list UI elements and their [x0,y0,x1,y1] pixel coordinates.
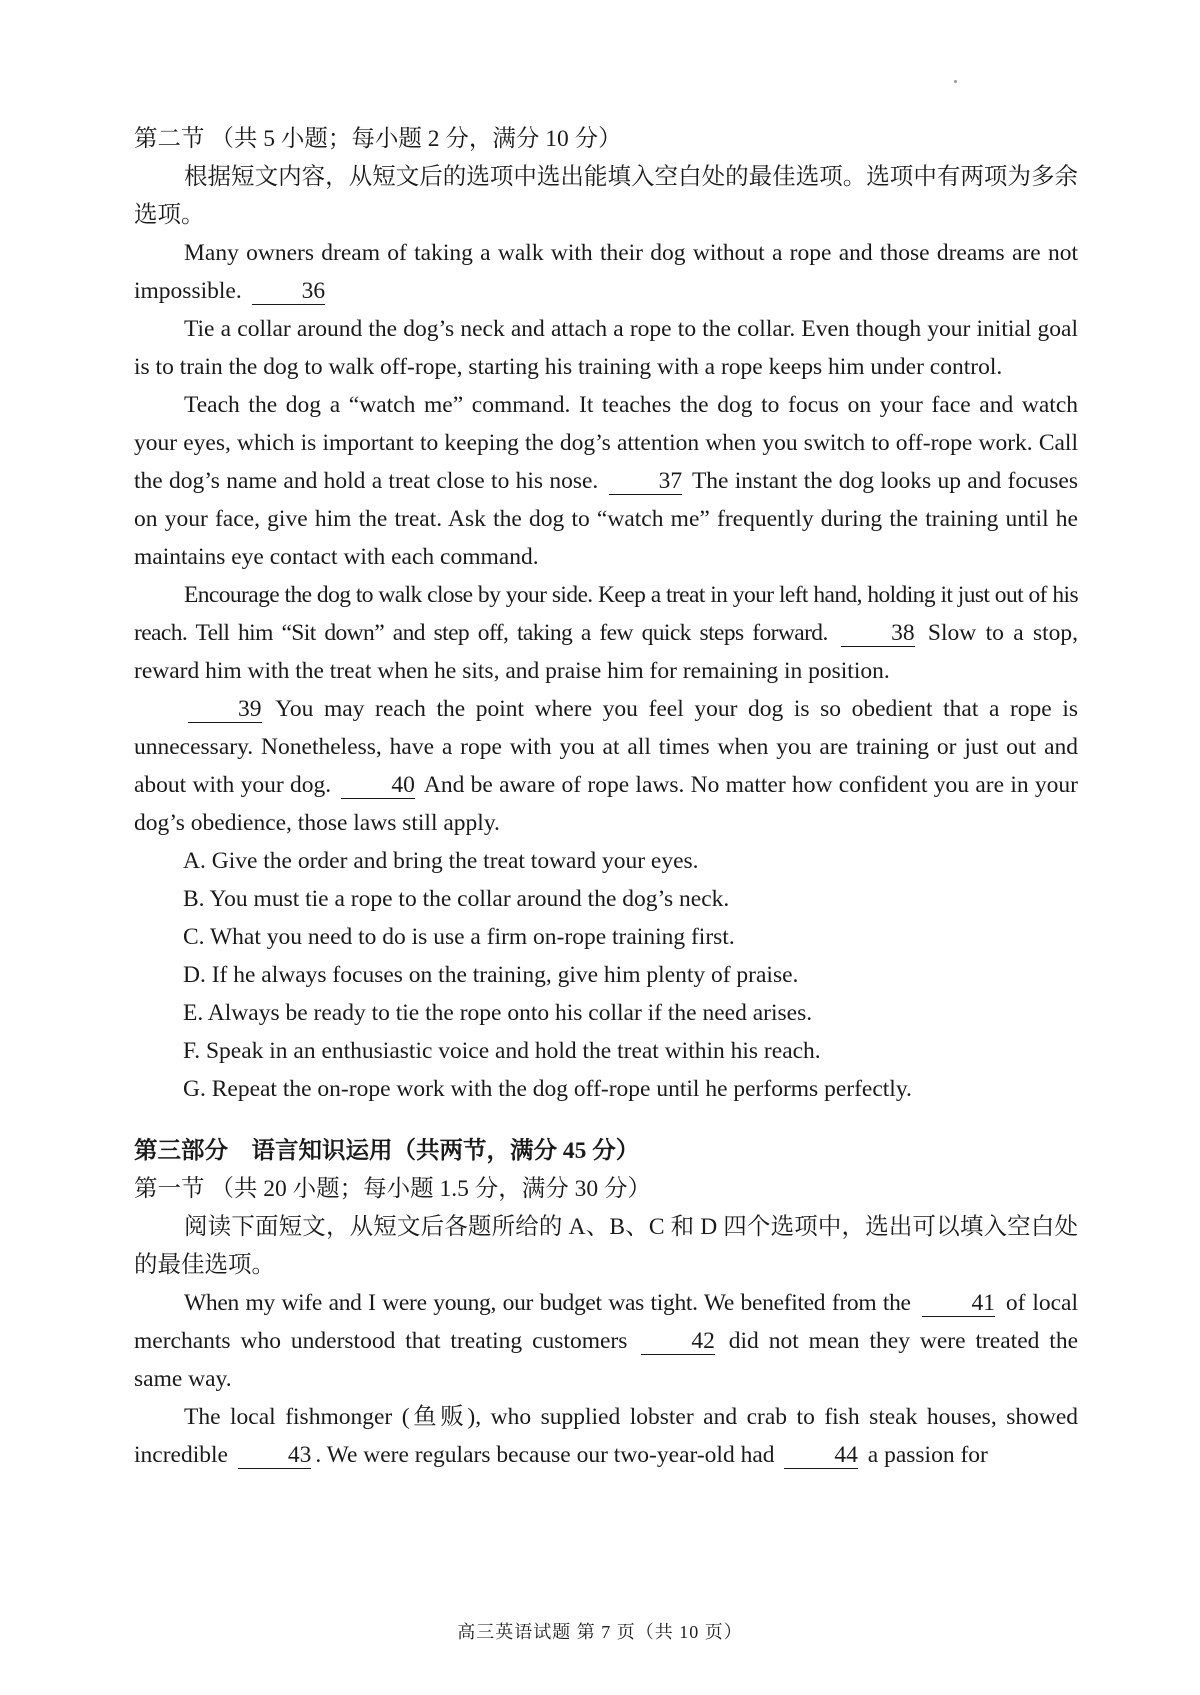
passage-paragraph-3 [134,386,1078,576]
paragraph-text: . We were regulars because our two-year-old had [315,1442,775,1468]
blank-41[interactable]: 41 [922,1290,996,1317]
section-spacer [134,1108,1078,1132]
blank-43[interactable]: 43 [238,1442,312,1469]
option-g[interactable]: G. Repeat the on-rope work with the dog off-rope until he performs perfectly. [183,1076,912,1102]
paragraph-text: The local fishmonger (鱼贩), who supplied lobster and crab to fish steak houses, showed incredible [134,1404,1078,1468]
option-c[interactable]: C. What you need to do is use a firm on-rope training first. [183,924,735,950]
option-e[interactable]: E. Always be ready to tie the rope onto his collar if the need arises. [183,1000,813,1026]
part-header: 第三部分 语言知识运用（共两节，满分 45 分） [134,1138,640,1164]
subsection-instruction: 阅读下面短文，从短文后各题所给的 A、B、C 和 D 四个选项中，选出可以填入空白处的最佳选项。 [134,1214,1078,1278]
blank-36[interactable]: 36 [252,278,326,305]
paragraph-text: Many owners dream of taking a walk with their dog without a rope and those dreams are not impossible. [134,240,1078,304]
section-instruction: 根据短文内容，从短文后的选项中选出能填入空白处的最佳选项。选项中有两项为多余选项。 [134,164,1078,228]
paragraph-text: The instant the dog looks up and focuses on your face, give him the treat. Ask the dog to “watch me” frequently during the training until he maintains eye contact with each command. [134,468,1078,570]
page-content [134,120,1078,1474]
options-list [134,842,1078,1108]
blank-42[interactable]: 42 [641,1328,715,1355]
passage-paragraph-2: Tie a collar around the dog’s neck and attach a rope to the collar. Even though your initial goal is to train the dog to walk off-rope, starting his training with a rope keeps him under control. [134,316,1078,380]
paragraph-text: Encourage the dog to walk close by your side. Keep a treat in your left hand, holding it just out of his reach. Tell him “Sit down” and step off, taking a few quick steps forward. [134,582,1078,646]
passage-paragraph-1 [134,234,1078,310]
paragraph-text: Teach the dog a “watch me” command. It teaches the dog to focus on your face and watch your eyes, which is important to keeping the dog’s attention when you switch to off-rope work. Call the dog’s name and hold a treat close to his nose. [134,392,1078,494]
paragraph-text: Slow to a stop, reward him with the treat when he sits, and praise him for remaining in position. [134,620,1079,684]
passage-paragraph-4 [134,576,1078,690]
blank-40[interactable]: 40 [341,772,415,799]
passage-paragraph-5 [134,690,1078,842]
blank-38[interactable]: 38 [841,620,915,647]
option-a[interactable]: A. Give the order and bring the treat toward your eyes. [183,848,699,874]
paragraph-text: did not mean they were treated the same way. [134,1328,1079,1392]
paragraph-text: You may reach the point where you feel your dog is so obedient that a rope is unnecessary. Nonetheless, have a rope with you at all times when you are training or just out and about with your dog. [134,696,1078,798]
paragraph-text: a passion for [867,1442,988,1468]
blank-37[interactable]: 37 [609,468,683,495]
paragraph-text: of local merchants who understood that treating customers [134,1290,1078,1354]
cloze-paragraph-1 [134,1284,1078,1398]
option-b[interactable]: B. You must tie a rope to the collar around the dog’s neck. [183,886,730,912]
section-header: 第二节 （共 5 小题；每小题 2 分，满分 10 分） [134,126,622,152]
scan-speck [954,80,957,83]
cloze-paragraph-2 [134,1398,1078,1474]
page-footer: 高三英语试题 第 7 页（共 10 页） [457,1622,743,1642]
option-f[interactable]: F. Speak in an enthusiastic voice and hold the treat within his reach. [183,1038,821,1064]
paragraph-text: And be aware of rope laws. No matter how confident you are in your dog’s obedience, those laws still apply. [134,772,1078,836]
subsection-header: 第一节 （共 20 小题；每小题 1.5 分，满分 30 分） [134,1176,651,1202]
option-d[interactable]: D. If he always focuses on the training, give him plenty of praise. [183,962,799,988]
paragraph-text: When my wife and I were young, our budget was tight. We benefited from the [184,1290,911,1316]
blank-39[interactable]: 39 [188,696,262,723]
blank-44[interactable]: 44 [784,1442,858,1469]
